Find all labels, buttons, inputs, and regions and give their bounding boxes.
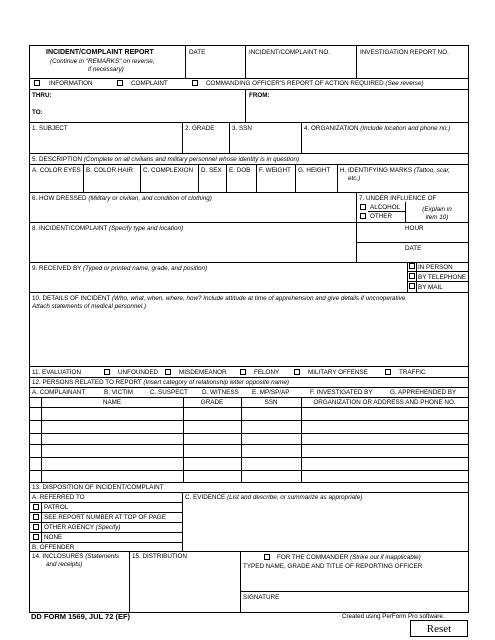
other-agency-checkbox[interactable]: [33, 524, 39, 530]
for-commander-label: FOR THE COMMANDER (Strike out if inapplicable): [277, 554, 421, 561]
for-commander-checkbox[interactable]: [264, 554, 270, 560]
identifying-marks-label: H. IDENTIFYING MARKS (Tattoo, scar,: [340, 167, 450, 174]
unfounded-label: UNFOUNDED: [118, 369, 159, 376]
none-label: NONE: [44, 534, 63, 541]
subject-field[interactable]: [31, 133, 181, 152]
details-note: Attach statements of medical personnel.): [32, 303, 147, 310]
incident-date-label: DATE: [405, 245, 422, 252]
evidence-field[interactable]: [183, 502, 467, 550]
felony-checkbox[interactable]: [240, 369, 246, 375]
grade-field[interactable]: [183, 133, 228, 152]
from-label: FROM:: [249, 92, 270, 99]
none-checkbox[interactable]: [33, 534, 39, 540]
patrol-label: PATROL: [44, 504, 69, 511]
person-row[interactable]: [42, 408, 182, 420]
person-row[interactable]: [42, 471, 182, 482]
incident-type-field[interactable]: [31, 233, 355, 261]
date-field[interactable]: [186, 56, 245, 77]
weight-field[interactable]: [257, 175, 294, 191]
thru-field[interactable]: [60, 90, 244, 105]
felony-label: FELONY: [254, 369, 280, 376]
other-influence-label: OTHER: [370, 213, 393, 220]
height-label: G. HEIGHT: [298, 167, 331, 174]
mail-label: BY MAIL: [418, 284, 443, 291]
organization-label: 4. ORGANIZATION (Include location and phone no.): [304, 125, 451, 132]
created-note: Created using PerForm Pro software.: [342, 613, 445, 620]
alcohol-label: ALCOHOL: [370, 204, 401, 211]
complaint-checkbox[interactable]: [117, 80, 123, 86]
identifying-marks-note: etc.): [348, 175, 361, 182]
inclosures-label: 14. INCLOSURES (Statements: [32, 553, 120, 560]
complaint-label: COMPLAINT: [131, 80, 168, 87]
evaluation-label: 11. EVALUATION: [32, 369, 81, 376]
person-row[interactable]: [42, 434, 182, 444]
hour-field[interactable]: [357, 233, 467, 242]
weight-label: F. WEIGHT: [259, 167, 291, 174]
person-row[interactable]: [42, 421, 182, 433]
col-org: ORGANIZATION OR ADDRESS AND PHONE NO.: [313, 399, 456, 406]
reporting-officer-label: TYPED NAME, GRADE AND TITLE OF REPORTING OFFICER: [243, 563, 423, 570]
incident-type-label: 8. INCIDENT/COMPLAINT (Specify type and location): [32, 225, 184, 232]
form-id: DD FORM 1569, JUL 72 (EF): [31, 612, 131, 621]
telephone-checkbox[interactable]: [409, 273, 415, 279]
witness-label: D. WITNESS: [202, 389, 239, 396]
how-dressed-field[interactable]: [31, 203, 355, 221]
from-field[interactable]: [246, 101, 467, 121]
traffic-checkbox[interactable]: [385, 369, 391, 375]
form-title-note: (Continue in "REMARKS" on reverse,: [50, 58, 155, 65]
description-label: 5. DESCRIPTION (Complete on all civilians and military personnel whose identity is in question): [32, 156, 300, 163]
complexion-label: C. COMPLEXION: [143, 167, 194, 174]
evidence-label: C. EVIDENCE (List and describe, or summarize as appropriate): [185, 494, 363, 501]
in-person-label: IN PERSON: [418, 264, 453, 271]
col-grade: GRADE: [200, 399, 224, 406]
patrol-checkbox[interactable]: [33, 504, 39, 510]
persons-label: 12. PERSONS RELATED TO REPORT (Insert category of relationship letter opposite name): [32, 379, 290, 386]
col-ssn: SSN: [264, 399, 278, 406]
co-report-label: COMMANDING OFFICER'S REPORT OF ACTION REQUIRED (See reverse): [206, 80, 424, 87]
other-influence-checkbox[interactable]: [360, 213, 366, 219]
signature-field[interactable]: [241, 602, 467, 611]
dob-label: E. DOB: [229, 167, 251, 174]
disposition-label: 13. DISPOSITION OF INCIDENT/COMPLAINT: [32, 484, 164, 491]
received-by-label: 9. RECEIVED BY (Typed or printed name, grade, and position): [32, 265, 208, 272]
under-influence-label: 7. UNDER INFLUENCE OF: [359, 195, 437, 202]
sex-field[interactable]: [199, 175, 225, 191]
to-field[interactable]: [50, 106, 244, 121]
ssn-field[interactable]: [230, 133, 300, 152]
hour-label: HOUR: [405, 225, 424, 232]
see-report-checkbox[interactable]: [33, 514, 39, 520]
apprehended-by-label: G. APPREHENDED BY: [390, 389, 457, 396]
mail-checkbox[interactable]: [409, 283, 415, 289]
offender-label: B. OFFENDER: [32, 544, 75, 551]
investigation-no-label: INVESTIGATION REPORT NO.: [360, 49, 449, 56]
color-hair-field[interactable]: [84, 175, 139, 191]
in-person-checkbox[interactable]: [409, 263, 415, 269]
date-label: DATE: [189, 49, 206, 56]
incident-no-label: INCIDENT/COMPLAINT NO.: [249, 49, 331, 56]
details-field[interactable]: [31, 312, 467, 365]
referred-to-label: A. REFERRED TO: [32, 494, 85, 501]
how-dressed-label: 6. HOW DRESSED (Military or civilian, and condition of clothing): [32, 195, 212, 202]
military-offense-checkbox[interactable]: [294, 369, 300, 375]
thru-label: THRU:: [32, 92, 52, 99]
misdemeanor-checkbox[interactable]: [165, 369, 171, 375]
unfounded-checkbox[interactable]: [104, 369, 110, 375]
ssn-label: 3. SSN: [232, 125, 252, 132]
information-checkbox[interactable]: [34, 80, 40, 86]
mpsp-label: E. MP/SP/AP: [252, 389, 290, 396]
incident-no-field[interactable]: [246, 56, 356, 77]
grade-label: 2. GRADE: [185, 125, 215, 132]
to-label: TO:: [32, 109, 43, 116]
military-offense-label: MILITARY OFFENSE: [308, 369, 368, 376]
person-row[interactable]: [42, 458, 182, 470]
explain-note: (Explain in: [422, 206, 452, 213]
see-report-label: SEE REPORT NUMBER AT TOP OF PAGE: [44, 514, 166, 521]
subject-label: 1. SUBJECT: [32, 125, 68, 132]
victim-label: B. VICTIM: [104, 389, 134, 396]
complexion-field[interactable]: [141, 175, 197, 191]
information-label: INFORMATION: [49, 80, 93, 87]
organization-field[interactable]: [302, 133, 467, 152]
complainant-label: A. COMPLAINANT: [32, 389, 86, 396]
investigated-by-label: F. INVESTIGATED BY: [310, 389, 373, 396]
height-field[interactable]: [296, 175, 336, 191]
telephone-label: BY TELEPHONE: [418, 274, 467, 281]
co-report-checkbox[interactable]: [192, 80, 198, 86]
incident-date-field[interactable]: [357, 253, 467, 261]
col-name: NAME: [102, 399, 122, 406]
details-label: 10. DETAILS OF INCIDENT (Who, what, when, where, how? Include attitude at time of apprehension and give details if uncooperative.: [32, 295, 407, 302]
color-eyes-field[interactable]: [31, 175, 82, 191]
received-by-field[interactable]: [31, 273, 405, 291]
inclosures-field[interactable]: [31, 570, 128, 611]
color-hair-label: B. COLOR HAIR: [86, 167, 133, 174]
suspect-label: C. SUSPECT: [150, 389, 188, 396]
explain-note-2: item 10): [425, 214, 449, 221]
person-row[interactable]: [42, 445, 182, 457]
traffic-label: TRAFFIC: [399, 369, 426, 376]
signature-label: SIGNATURE: [243, 594, 280, 601]
distribution-field[interactable]: [130, 562, 239, 611]
form-title: INCIDENT/COMPLAINT REPORT: [46, 49, 154, 56]
reporting-officer-field[interactable]: [241, 571, 467, 590]
distribution-label: 15. DISTRIBUTION: [132, 553, 187, 560]
inclosures-note: and receipts): [46, 561, 83, 568]
sex-label: D. SEX: [201, 167, 222, 174]
color-eyes-label: A. COLOR EYES: [32, 167, 81, 174]
incident-complaint-form: [29, 45, 469, 613]
form-title-note-2: if necessary): [88, 66, 124, 73]
dob-field[interactable]: [227, 175, 255, 191]
reset-button[interactable]: Reset: [410, 620, 468, 637]
alcohol-checkbox[interactable]: [360, 204, 366, 210]
other-agency-label: OTHER AGENCY (Specify): [44, 524, 121, 531]
misdemeanor-label: MISDEMEANOR: [179, 369, 227, 376]
investigation-no-field[interactable]: [357, 56, 467, 77]
